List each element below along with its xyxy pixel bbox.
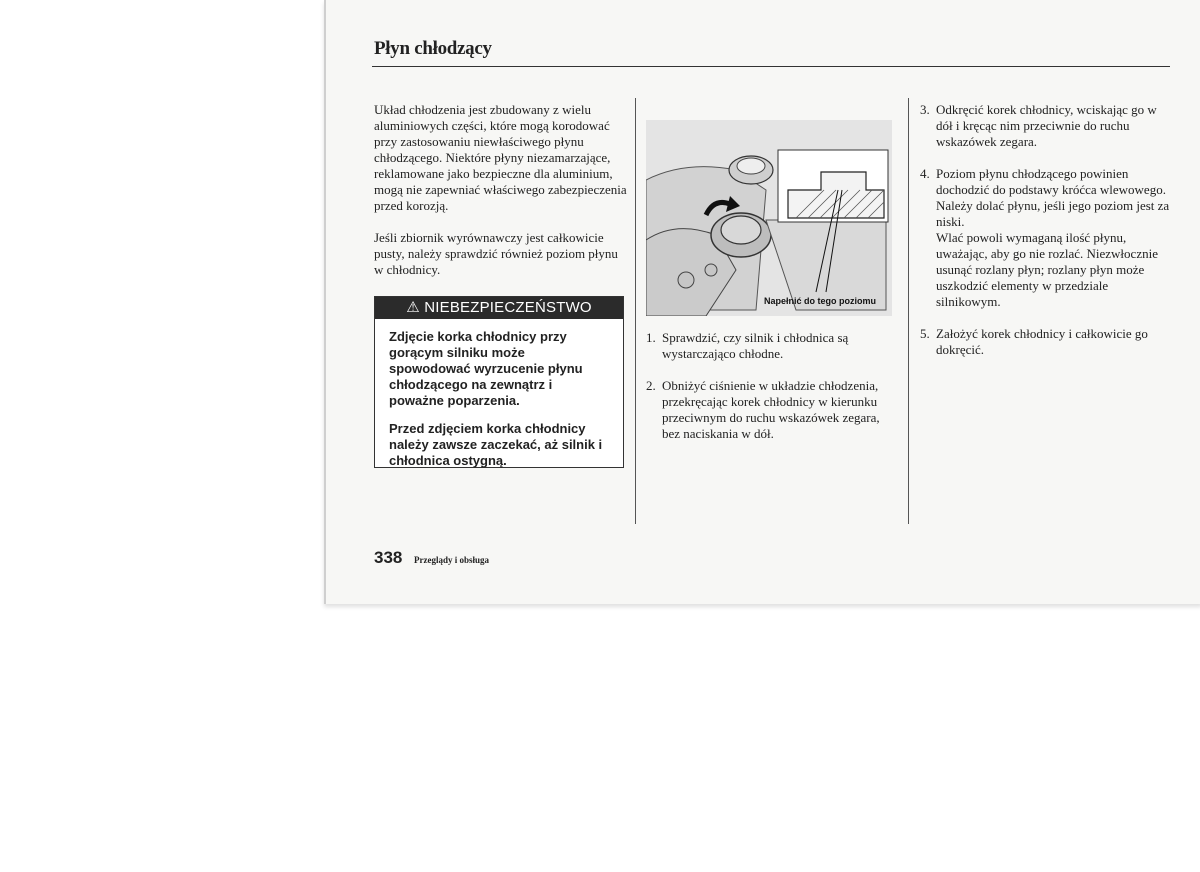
intro-paragraph: Układ chłodzenia jest zbudowany z wielu aluminiowych części, które mogą korodować przy zastosowaniu niewłaściwego płynu chłodzącego. Niektóre płyny niezamarzające, reklamowane jako bezpieczne dla aluminium, mogą nie zapewniać właściwego zabezpieczenia przed korozją.	[374, 102, 627, 213]
step-text: Założyć korek chłodnicy i całkowicie go dokręcić.	[936, 326, 1148, 357]
figure-caption: Napełnić do tego poziomu	[764, 296, 876, 306]
danger-text-2: Przed zdjęciem korka chłodnicy należy zawsze zaczekać, aż silnik i chłodnica ostygną.	[389, 421, 603, 468]
step-number: 5.	[920, 326, 930, 341]
step-number: 3.	[920, 102, 930, 117]
step-3	[920, 102, 1170, 150]
reservoir-paragraph: Jeśli zbiornik wyrównawczy jest całkowicie pusty, należy sprawdzić również poziom płynu w chłodnicy.	[374, 230, 618, 277]
danger-box	[374, 296, 624, 468]
step-number: 2.	[646, 378, 656, 393]
right-column	[920, 102, 1170, 374]
step-number: 1.	[646, 330, 656, 345]
right-steps	[920, 102, 1170, 358]
step-text-block	[936, 166, 1170, 310]
middle-column	[646, 330, 896, 458]
danger-header	[375, 297, 623, 319]
step-1	[646, 330, 896, 362]
column-divider-right	[908, 98, 909, 524]
section-name: Przeglądy i obsługa	[414, 555, 490, 565]
step-5	[920, 326, 1170, 358]
warning-triangle-icon: ⚠	[406, 299, 420, 316]
step-text: Odkręcić korek chłodnicy, wciskając go w dół i kręcąc nim przeciwnie do ruchu wskazówek zegara.	[936, 102, 1157, 149]
radiator-cap-diagram	[646, 120, 892, 316]
page-number: 338	[374, 548, 403, 567]
left-column	[374, 102, 630, 294]
step-text: Poziom płynu chłodzącego powinien dochodzić do podstawy króćca wlewowego. Należy dolać płynu, jeśli jego poziom jest za niski.	[936, 166, 1170, 229]
radiator-illustration	[646, 120, 892, 316]
middle-steps	[646, 330, 896, 442]
step-text-extra: Wlać powoli wymaganą ilość płynu, uważając, aby go nie rozlać. Niezwłocznie usunąć rozlany płyn; rozlany płyn może uszkodzić elementy w przedziale silnikowym.	[936, 230, 1158, 309]
step-2	[646, 378, 896, 442]
danger-header-label: NIEBEZPIECZEŃSTWO	[424, 299, 592, 316]
title-rule	[372, 66, 1170, 67]
step-text: Sprawdzić, czy silnik i chłodnica są wystarczająco chłodne.	[662, 330, 849, 361]
page-title: Płyn chłodzący	[374, 38, 492, 59]
manual-page	[324, 0, 1200, 604]
step-number: 4.	[920, 166, 930, 181]
danger-text-1: Zdjęcie korka chłodnicy przy gorącym silniku może spowodować wyrzucenie płynu chłodzącego na zewnątrz i poważne poparzenia.	[389, 329, 583, 408]
column-divider-left	[635, 98, 636, 524]
step-4	[920, 166, 1170, 310]
danger-body	[375, 319, 623, 469]
step-text: Obniżyć ciśnienie w układzie chłodzenia, przekręcając korek chłodnicy w kierunku przeciwnym do ruchu wskazówek zegara, bez naciskania w dół.	[662, 378, 880, 441]
